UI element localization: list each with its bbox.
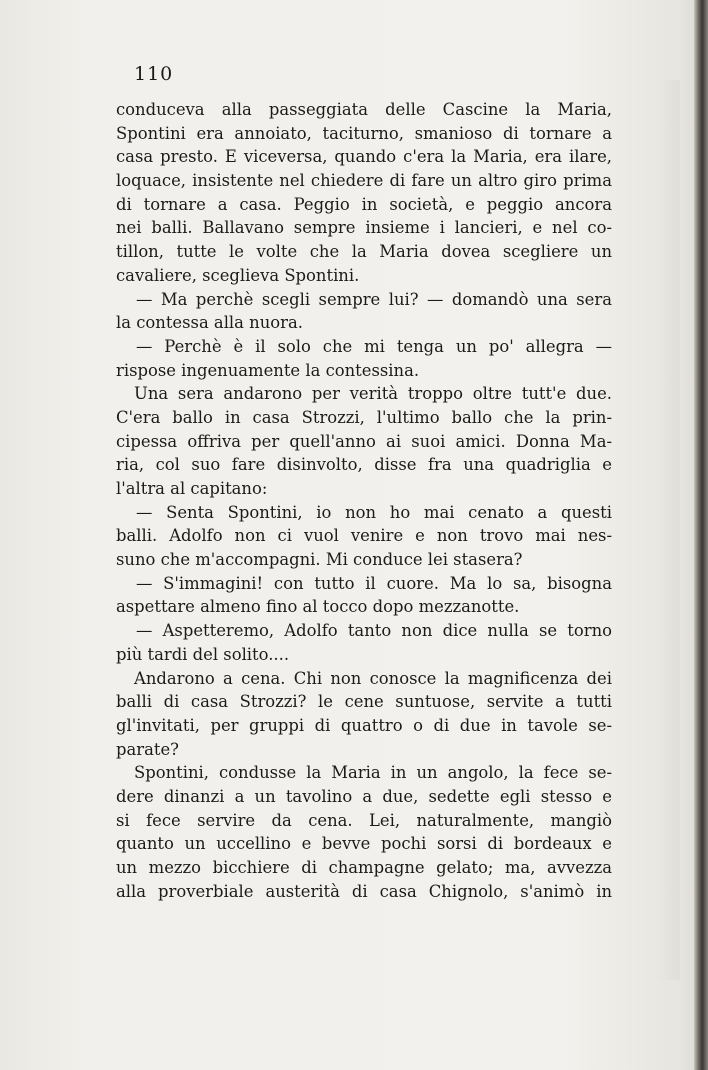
text-line: cavaliere, sceglieva Spontini. xyxy=(116,265,360,285)
page-shadow xyxy=(658,80,680,980)
text-line: Spontini era annoiato, taciturno, smanioso di tornare a xyxy=(116,123,612,143)
book-binding-edge xyxy=(694,0,708,1070)
text-line: — S'immagini! con tutto il cuore. Ma lo sa, bisogna xyxy=(136,573,612,593)
text-line: Spontini, condusse la Maria in un angolo, la fece se- xyxy=(134,763,612,783)
body-text xyxy=(116,98,612,903)
text-line: di tornare a casa. Peggio in società, e peggio ancora xyxy=(116,194,612,214)
text-line: — Perchè è il solo che mi tenga un po' allegra — xyxy=(136,336,612,356)
text-line: — Senta Spontini, io non ho mai cenato a questi xyxy=(136,502,612,522)
text-line: parate? xyxy=(116,739,179,759)
text-line: ria, col suo fare disinvolto, disse fra una quadriglia e xyxy=(116,455,612,475)
text-line: conduceva alla passeggiata delle Cascine la Maria, xyxy=(116,100,612,119)
text-line: cipessa offriva per quell'anno ai suoi amici. Donna Ma- xyxy=(116,431,612,451)
text-line: rispose ingenuamente la contessina. xyxy=(116,360,420,380)
text-line: Una sera andarono per verità troppo oltre tutt'e due. xyxy=(134,384,612,404)
text-line: l'altra al capitano: xyxy=(116,479,268,498)
text-line: — Ma perchè scegli sempre lui? — domandò una sera xyxy=(136,289,612,309)
page-number: 110 xyxy=(134,63,174,85)
text-line: — Aspetteremo, Adolfo tanto non dice nulla se torno xyxy=(136,621,612,641)
text-line: aspettare almeno fino al tocco dopo mezzanotte. xyxy=(116,597,520,617)
text-line: C'era ballo in casa Strozzi, l'ultimo ballo che la prin- xyxy=(116,407,612,427)
text-line: la contessa alla nuora. xyxy=(116,313,303,333)
text-line: loquace, insistente nel chiedere di fare un altro giro prima xyxy=(116,171,612,191)
text-line: suno che m'accompagni. Mi conduce lei stasera? xyxy=(116,550,523,570)
text-line: più tardi del solito.... xyxy=(116,644,290,664)
text-line: un mezzo bicchiere di champagne gelato; ma, avvezza xyxy=(116,858,612,877)
text-line: casa presto. E viceversa, quando c'era la Maria, era ilare, xyxy=(116,147,612,167)
text-line: dere dinanzi a un tavolino a due, sedette egli stesso e xyxy=(116,786,612,806)
text-line: quanto un uccellino e bevve pochi sorsi di bordeaux e xyxy=(116,834,612,854)
text-line: nei balli. Ballavano sempre insieme i lancieri, e nel co- xyxy=(116,218,612,238)
text-line: alla proverbiale austerità di casa Chignolo, s'animò in xyxy=(116,881,612,901)
text-line: gl'invitati, per gruppi di quattro o di due in tavole se- xyxy=(116,715,612,735)
text-line: tillon, tutte le volte che la Maria dovea scegliere un xyxy=(116,242,612,262)
text-line: balli di casa Strozzi? le cene suntuose, servite a tutti xyxy=(116,692,612,712)
text-line: Andarono a cena. Chi non conosce la magnificenza dei xyxy=(134,668,612,688)
text-line: si fece servire da cena. Lei, naturalmente, mangiò xyxy=(116,810,612,830)
text-line: balli. Adolfo non ci vuol venire e non trovo mai nes- xyxy=(116,526,612,546)
